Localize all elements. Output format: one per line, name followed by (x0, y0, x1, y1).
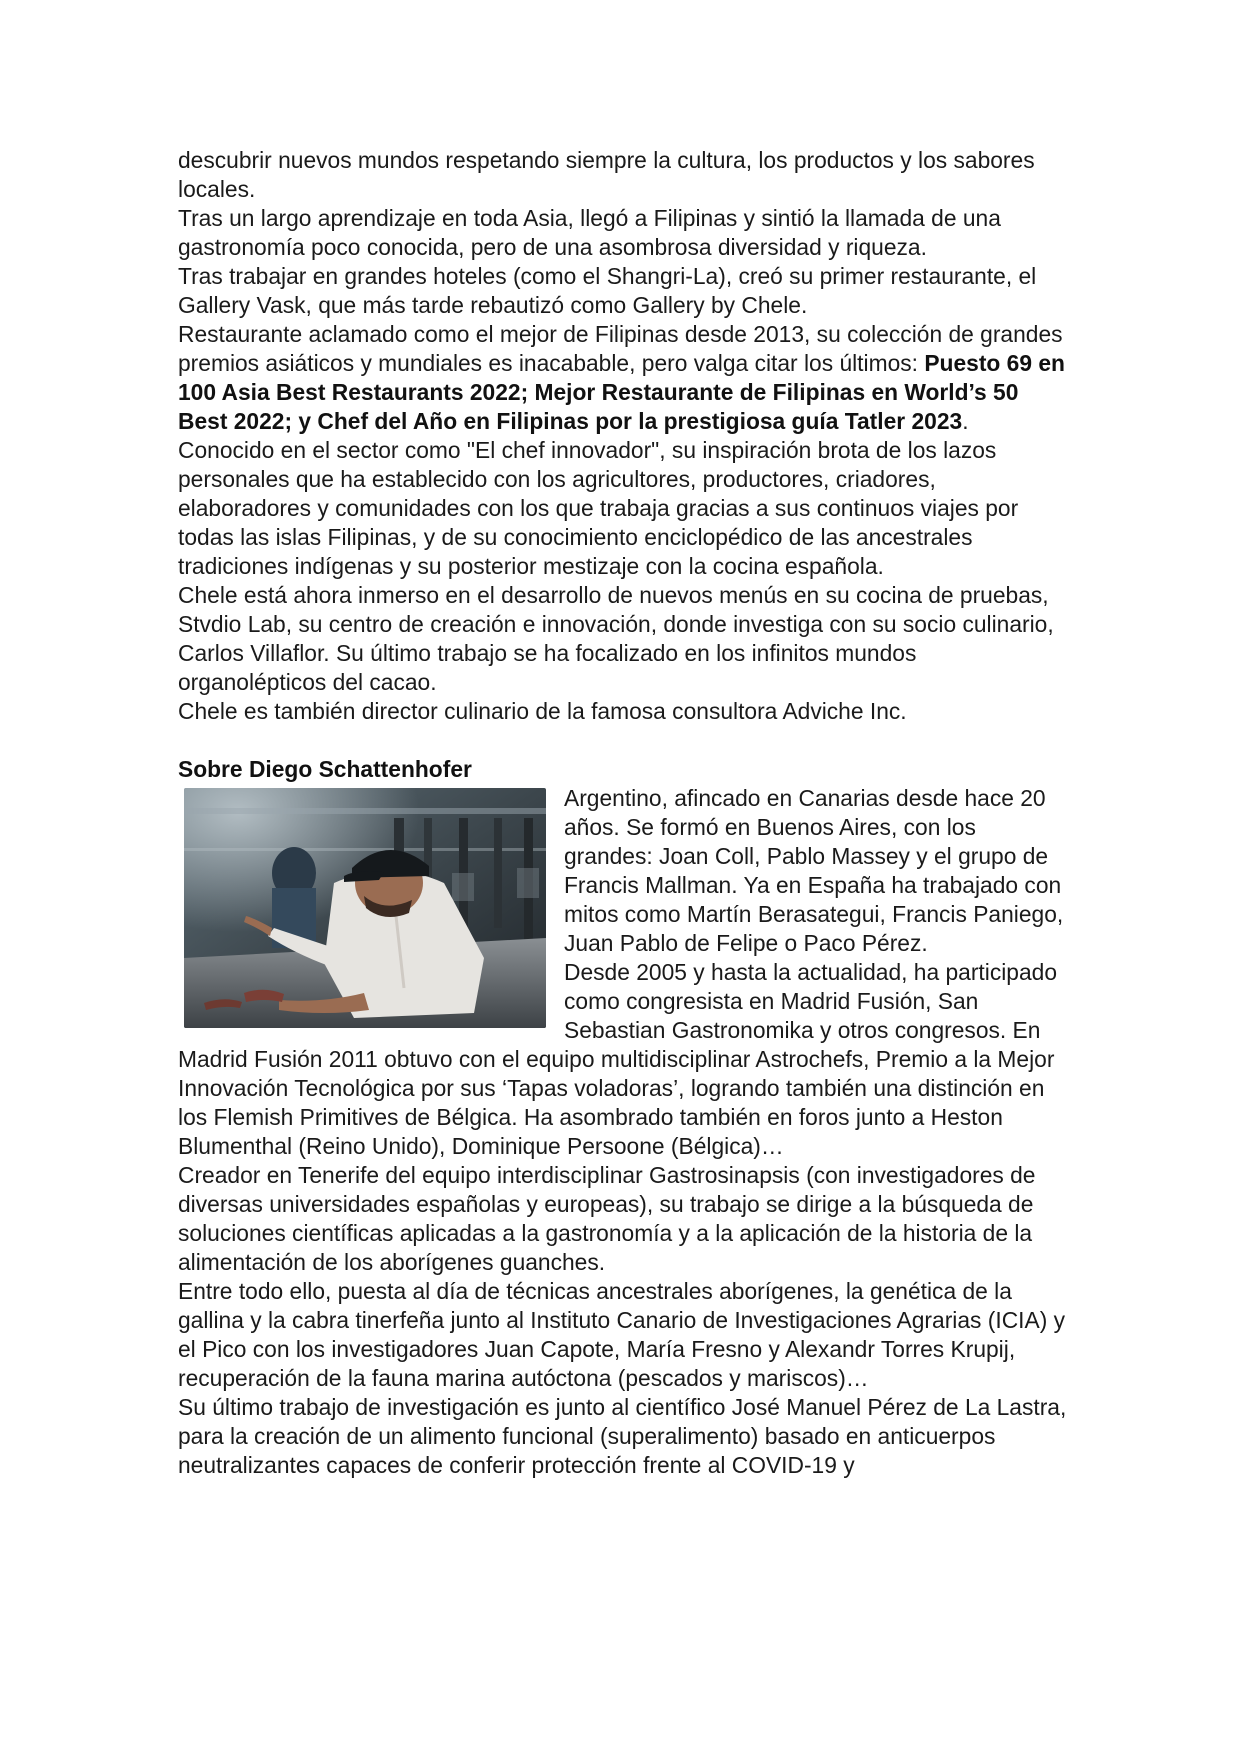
paragraph-diego-2: Desde 2005 y hasta la actualidad, ha participado como congresista en Madrid Fusión, San Sebastian Gastronomika y otros congresos. En Madrid Fusión 2011 obtuvo con el equipo multidisciplinar Astrochefs, Premio a la Mejor Innovación Tecnológica por sus ‘Tapas voladoras’, logrando también una distinción en los Flemish Primitives de Bélgica. Ha asombrado también en foros junto a Heston Blumenthal (Reino Unido), Dominique Persoone (Bélgica)… (178, 959, 1058, 1159)
paragraph-diego-5: Su último trabajo de investigación es junto al científico José Manuel Pérez de La Lastra, para la creación de un alimento funcional (superalimento) basado en anticuerpos neutralizantes capaces de conferir protección frente al COVID-19 y (178, 1394, 1067, 1478)
paragraph-intro-7: Chele es también director culinario de la famosa consultora Adviche Inc. (178, 698, 907, 724)
paragraph-intro-2: Tras un largo aprendizaje en toda Asia, llegó a Filipinas y sintió la llamada de una gastronomía poco conocida, pero de una asombrosa diversidad y riqueza. (178, 205, 1001, 260)
section-heading-diego: Sobre Diego Schattenhofer (178, 756, 472, 782)
awards-end-text: . (962, 408, 969, 434)
paragraph-diego-3: Creador en Tenerife del equipo interdisciplinar Gastrosinapsis (con investigadores de diversas universidades españolas y europeas), su trabajo se dirige a la búsqueda de soluciones científicas aplicadas a la gastronomía y a la aplicación de la historia de la alimentación de los aborígenes guanches. (178, 1162, 1036, 1275)
paragraph-diego-1: Argentino, afincado en Canarias desde hace 20 años. Se formó en Buenos Aires, con los grandes: Joan Coll, Pablo Massey y el grupo de Francis Mallman. Ya en España ha trabajado con mitos como Martín Berasategui, Francis Paniego, Juan Pablo de Felipe o Paco Pérez. (564, 785, 1064, 956)
chef-photo (184, 788, 546, 1028)
awards-lead-text: Restaurante aclamado como el mejor de Filipinas desde 2013, su colección de grandes premios asiáticos y mundiales es inacabable, pero valga citar los últimos: (178, 321, 1063, 376)
paragraph-intro-5: Conocido en el sector como "El chef innovador", su inspiración brota de los lazos personales que ha establecido con los agricultores, productores, criadores, elaboradores y comunidades con los que trabaja gracias a sus continuos viajes por todas las islas Filipinas, y de su conocimiento enciclopédico de las ancestrales tradiciones indígenas y su posterior mestizaje con la cocina española. (178, 437, 1019, 579)
awards-bold-text: Puesto 69 en 100 Asia Best Restaurants 2022; Mejor Restaurante de Filipinas en World’s 50 Best 2022; y Chef del Año en Filipinas por la prestigiosa guía Tatler 2023 (178, 350, 1065, 434)
document-page (178, 146, 1070, 1480)
paragraph-awards (178, 320, 1070, 436)
paragraph-spacer (178, 726, 1070, 755)
paragraph-intro-6: Chele está ahora inmerso en el desarrollo de nuevos menús en su cocina de pruebas, Stvdio Lab, su centro de creación e innovación, donde investiga con su socio culinario, Carlos Villaflor. Su último trabajo se ha focalizado en los infinitos mundos organolépticos del cacao. (178, 582, 1054, 695)
paragraph-diego-4: Entre todo ello, puesta al día de técnicas ancestrales aborígenes, la genética de la gallina y la cabra tinerfeña junto al Instituto Canario de Investigaciones Agrarias (ICIA) y el Pico con los investigadores Juan Capote, María Fresno y Alexandr Torres Krupij, recuperación de la fauna marina autóctona (pescados y mariscos)… (178, 1278, 1066, 1391)
paragraph-intro-1: descubrir nuevos mundos respetando siempre la cultura, los productos y los sabores locales. (178, 147, 1035, 202)
paragraph-intro-3: Tras trabajar en grandes hoteles (como el Shangri-La), creó su primer restaurante, el Gallery Vask, que más tarde rebautizó como Gallery by Chele. (178, 263, 1037, 318)
